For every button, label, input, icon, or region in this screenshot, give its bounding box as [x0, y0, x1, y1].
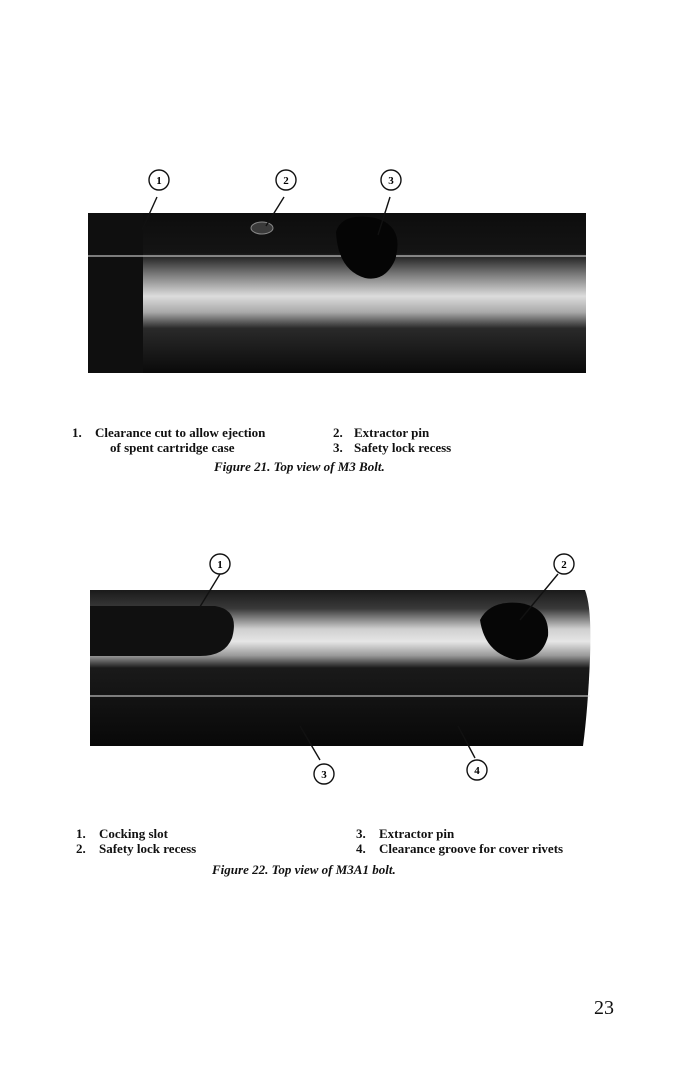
figure-21-legend-item-3 — [333, 440, 451, 455]
legend-number: 3. — [356, 826, 366, 841]
figure-21-legend-item-2 — [333, 425, 429, 440]
legend-number: 1. — [72, 425, 82, 440]
figure-22-caption: Figure 22. Top view of M3A1 bolt. — [212, 862, 396, 877]
callout-2-label: 2 — [283, 175, 289, 187]
legend-text: Clearance cut to allow ejection — [95, 425, 266, 440]
callout-1-label: 1 — [156, 175, 162, 187]
figure-21-legend-item-1-cont — [110, 440, 235, 455]
legend-text: Cocking slot — [99, 826, 168, 841]
callout-1 — [210, 554, 230, 574]
callout-1-label: 1 — [217, 559, 223, 571]
callout-2 — [276, 170, 296, 190]
legend-text: Extractor pin — [354, 425, 430, 440]
callout-4-label: 4 — [474, 765, 480, 777]
legend-number: 1. — [76, 826, 86, 841]
legend-text: of spent cartridge case — [110, 440, 235, 455]
legend-number: 2. — [333, 425, 343, 440]
figure-22-legend-item-4 — [356, 841, 563, 856]
legend-text: Clearance groove for cover rivets — [379, 841, 564, 856]
legend-number: 3. — [333, 440, 343, 455]
legend-text: Safety lock recess — [99, 841, 197, 856]
extractor-pin-hole — [251, 222, 273, 234]
figure-21-legend-item-1 — [72, 425, 265, 440]
figure-21-caption: Figure 21. Top view of M3 Bolt. — [214, 459, 385, 474]
callout-2 — [554, 554, 574, 574]
page-number: 23 — [594, 997, 614, 1019]
callout-2-label: 2 — [561, 559, 567, 571]
callout-3 — [314, 764, 334, 784]
callout-4 — [467, 760, 487, 780]
callout-3-label: 3 — [388, 175, 394, 187]
callout-1 — [149, 170, 169, 190]
figure-22-callouts — [80, 548, 600, 793]
callout-3-label: 3 — [321, 769, 327, 781]
legend-number: 4. — [356, 841, 366, 856]
figure-22-legend-item-2 — [76, 841, 196, 856]
figure-22-legend-item-1 — [76, 826, 168, 841]
callout-3 — [381, 170, 401, 190]
legend-number: 2. — [76, 841, 86, 856]
figure-22-legend-item-3 — [356, 826, 454, 841]
clearance-cut — [88, 213, 143, 373]
legend-text: Safety lock recess — [354, 440, 452, 455]
legend-text: Extractor pin — [379, 826, 455, 841]
figure-21-callouts — [80, 160, 600, 200]
